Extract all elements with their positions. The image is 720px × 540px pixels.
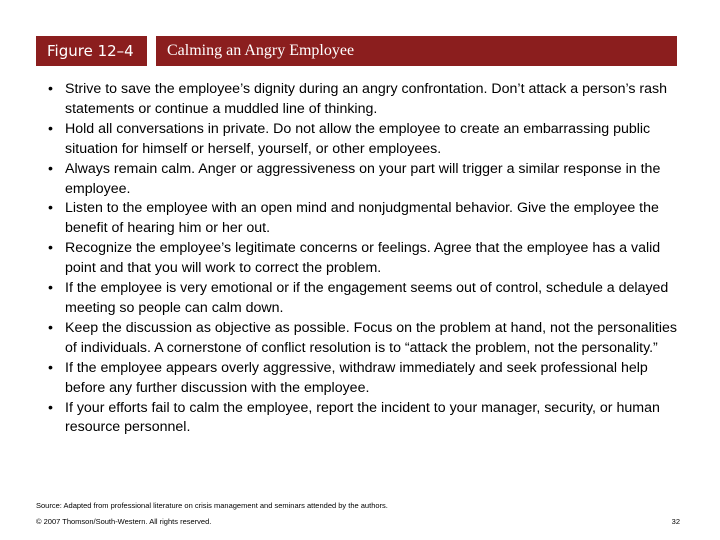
list-item: [48, 239, 688, 279]
list-item-text: Keep the discussion as objective as possible. Focus on the problem at hand, not the personalities of individuals. A cornerstone of conflict resolution is to “attack the problem, not the personality.”: [65, 319, 678, 356]
list-item: [48, 120, 688, 160]
list-item-text: Recognize the employee’s legitimate concerns or feelings. Agree that the employee has a valid point and that you will work to correct the problem.: [65, 240, 661, 277]
bullet-icon: •: [48, 120, 53, 137]
list-item-text: If the employee is very emotional or if the engagement seems out of control, schedule a delayed meeting so people can calm down.: [65, 280, 669, 316]
figure-label: Figure 12–4: [36, 36, 147, 66]
list-item: [48, 199, 688, 239]
list-item: [48, 279, 688, 319]
figure-title: Calming an Angry Employee: [156, 36, 677, 66]
copyright-notice: © 2007 Thomson/South-Western. All rights reserved.: [36, 517, 212, 526]
bullet-icon: •: [48, 319, 53, 336]
bullet-icon: •: [48, 359, 53, 376]
list-item-text: If your efforts fail to calm the employee, report the incident to your manager, security, or human resource personnel.: [65, 399, 660, 436]
list-item-text: If the employee appears overly aggressive, withdraw immediately and seek professional help before any further discussion with the employee.: [65, 359, 648, 396]
list-item: [48, 80, 688, 120]
bullet-icon: •: [48, 200, 53, 217]
list-item-text: Listen to the employee with an open mind and nonjudgmental behavior. Give the employee the benefit of hearing him or her out.: [65, 200, 659, 237]
bullet-icon: •: [48, 280, 53, 297]
list-item-text: Always remain calm. Anger or aggressiveness on your part will trigger a similar response in the employee.: [65, 160, 661, 197]
bullet-icon: •: [48, 81, 53, 97]
list-item: [48, 399, 688, 439]
bullet-icon: •: [48, 399, 53, 416]
list-item-text: Strive to save the employee’s dignity during an angry confrontation. Don’t attack a person’s rash statements or continue a muddled line of thinking.: [65, 81, 667, 117]
source-note: Source: Adapted from professional literature on crisis management and seminars attended by the authors.: [36, 501, 388, 510]
bullet-list: [48, 80, 688, 438]
list-item: [48, 319, 688, 359]
list-item-text: Hold all conversations in private. Do not allow the employee to create an embarrassing public situation for himself or herself, yourself, or other employees.: [65, 120, 651, 157]
bullet-icon: •: [48, 160, 53, 177]
page-number: 32: [671, 517, 680, 526]
list-item: [48, 359, 688, 399]
list-item: [48, 160, 688, 200]
bullet-icon: •: [48, 240, 53, 257]
